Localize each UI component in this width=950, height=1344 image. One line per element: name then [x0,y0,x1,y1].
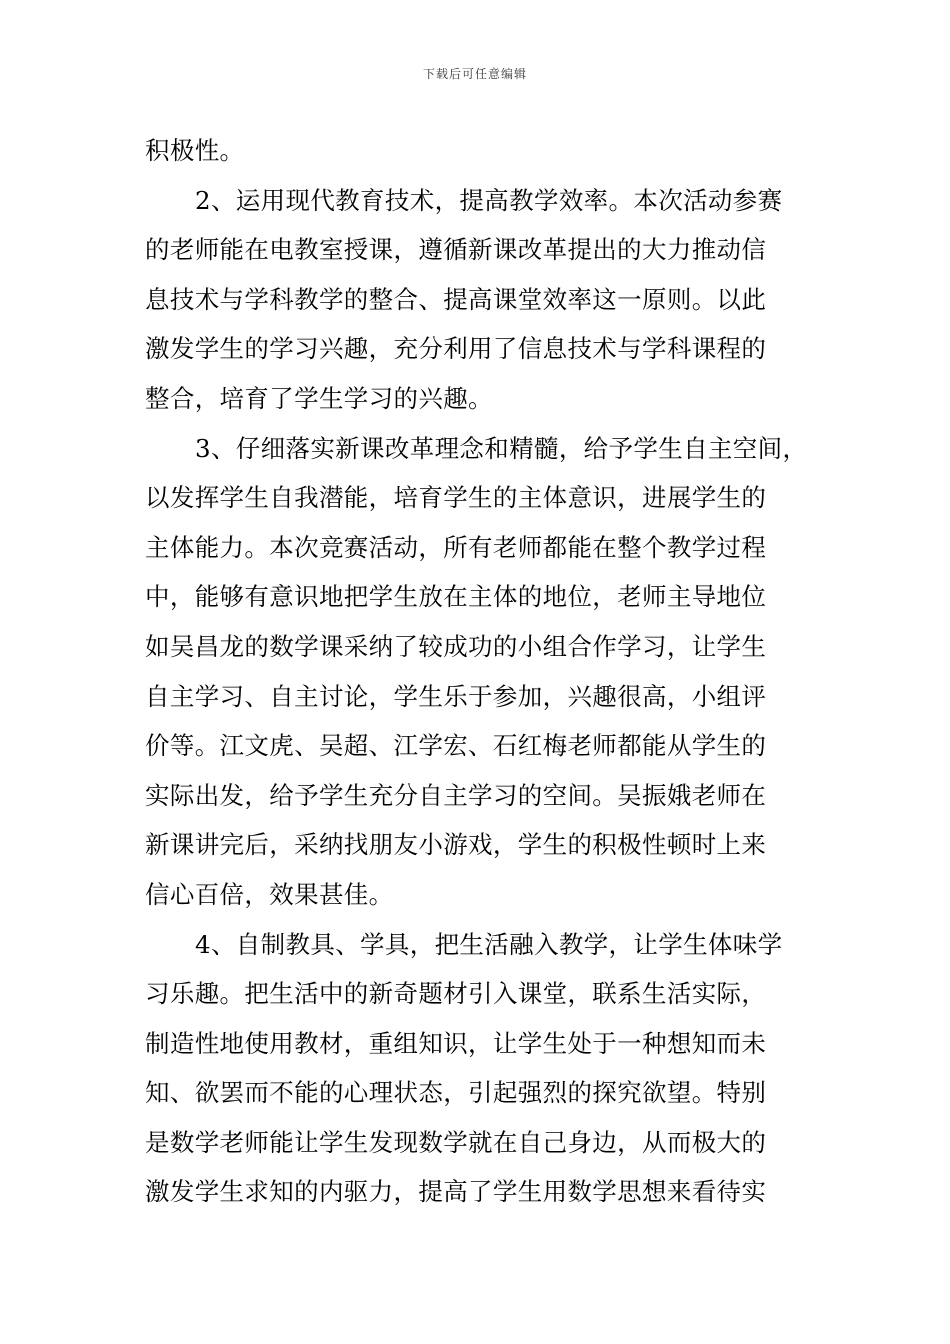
paragraph-line: 4、自制教具、学具，把生活融入教学，让学生体味学 [195,929,783,959]
paragraph-line: 自主学习、自主讨论，学生乐于参加，兴趣很高，小组评 [145,681,767,711]
paragraph-line: 是数学老师能让学生发现数学就在自己身边，从而极大的 [145,1127,767,1157]
paragraph-line: 激发学生的学习兴趣，充分利用了信息技术与学科课程的 [145,334,767,364]
paragraph-line: 息技术与学科教学的整合、提高课堂效率这一原则。以此 [145,284,767,314]
paragraph-line: 积极性。 [145,136,245,165]
paragraph-line: 知、欲罢而不能的心理状态，引起强烈的探究欲望。特别 [145,1078,767,1108]
paragraph-line: 实际出发，给予学生充分自主学习的空间。吴振娥老师在 [145,780,767,810]
paragraph-line: 信心百倍，效果甚佳。 [145,879,394,909]
paragraph-line: 习乐趣。把生活中的新奇题材引入课堂，联系生活实际， [145,979,767,1009]
paragraph-line: 制造性地使用教材，重组知识，让学生处于一种想知而未 [145,1028,767,1058]
paragraph-line: 主体能力。本次竞赛活动，所有老师都能在整个教学过程 [145,532,767,562]
document-body [145,126,815,1217]
paragraph-line: 价等。江文虎、吴超、江学宏、石红梅老师都能从学生的 [145,731,767,761]
paragraph-line: 如吴昌龙的数学课采纳了较成功的小组合作学习，让学生 [145,631,767,661]
paragraph-line: 新课讲完后，采纳找朋友小游戏，学生的积极性顿时上来 [145,830,767,860]
paragraph-line: 整合，培育了学生学习的兴趣。 [145,383,493,413]
paragraph-line: 3、仔细落实新课改革理念和精髓，给予学生自主空间， [195,433,808,463]
paragraph-line: 以发挥学生自我潜能，培育学生的主体意识，进展学生的 [145,483,767,513]
paragraph-line: 中，能够有意识地把学生放在主体的地位，老师主导地位 [145,582,767,612]
paragraph-line: 2、运用现代教育技术，提高教学效率。本次活动参赛 [195,185,783,215]
paragraph-line: 的老师能在电教室授课，遵循新课改革提出的大力推动信 [145,235,767,265]
paragraph-line: 激发学生求知的内驱力，提高了学生用数学思想来看待实 [145,1177,767,1207]
page-header: 下载后可任意编辑 [422,67,527,81]
